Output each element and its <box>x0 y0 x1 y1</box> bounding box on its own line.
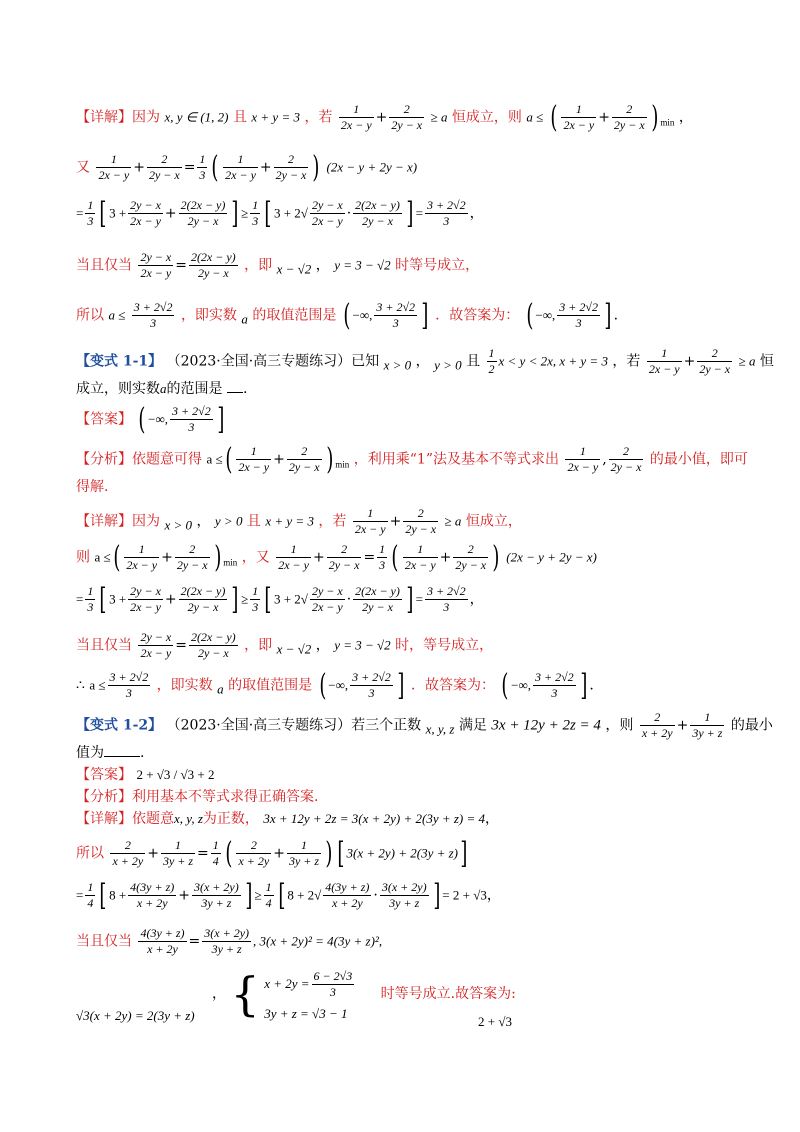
and-text: 且 <box>466 353 481 370</box>
satisfy-text: 满足 <box>458 717 487 734</box>
hold-text: 恒成立，则 <box>451 109 522 126</box>
analysis-end: 的最小值，即可 <box>649 451 748 468</box>
fraction: $\frac{1}{2x - y}$ <box>563 102 595 132</box>
answer-line: 【答案】 ( −∞, $\frac{3 + 2√2}{3}$ ] <box>76 402 225 437</box>
you-text: 又 <box>76 159 90 176</box>
equality-tail: , 3(x + 2y)² = 4(3y + z)², <box>253 933 383 949</box>
variant-tag: 【变式 1-1】 <box>76 353 163 370</box>
if-text: ，若 <box>318 513 347 530</box>
fraction: $\frac{2}{2y - x}$ <box>391 102 423 132</box>
sum-expression: (2x − y + 2y − x) <box>326 159 418 175</box>
question-text: 值为 <box>76 745 104 761</box>
system-block: ， { x + 2y = $\frac{6 - 2√3}{3}$ 3y + z = √3 − 1 时等号成立.故答案为: <box>212 967 516 1021</box>
and-text: 且 <box>232 109 247 126</box>
source-text: （2023·全国·高三专题练习）若三个正数 <box>166 717 422 734</box>
detail-line-2: 又 $\frac{1}{2x - y}$ + $\frac{2}{2y - x}$ = $\frac{1}{3}$ ( $\frac{1}{2x - y}$ + $\frac{2}{2y - x}$ ) (2x − y + 2y − x) <box>76 150 418 185</box>
answer-text: ．故答案为： <box>410 677 495 694</box>
detail-tag: 【详解】因为 <box>76 513 160 530</box>
detail-v12-line-4: 当且仅当 $\frac{4(3y + z)}{x + 2y}$ = $\frac{3(x + 2y)}{3y + z}$ , 3(x + 2y)² = 4(3y + z)², <box>76 926 383 956</box>
vars: x, y, z <box>174 811 203 826</box>
analysis-tag: 【分析】依题意可得 <box>76 451 202 468</box>
equality-text: 当且仅当 <box>76 933 132 950</box>
then-text: ，则 <box>605 717 634 734</box>
cond-y: y > 0 <box>214 513 243 529</box>
var-a: a <box>160 381 167 396</box>
system-eq-2: 3y + z = √3 − 1 <box>264 1006 348 1021</box>
fraction: $\frac{1}{2x - y}$ <box>340 102 372 132</box>
detail-v12-line-1 <box>76 808 499 828</box>
therefore-symbol: ∴ <box>76 677 85 694</box>
answer-text: ．故答案为： <box>435 307 520 324</box>
y-value: y = 3 − √2 <box>334 257 391 273</box>
domain-condition: x, y ∈ (1, 2) <box>164 109 229 125</box>
inequality: ≥ a <box>738 353 756 369</box>
detail-line-5: 所以 a ≤ $\frac{3 + 2√2}{3}$ ，即实数 $_a$ 的取值范围是 ( −∞, $\frac{3 + 2√2}{3}$ ] ．故答案为： ( −∞, $\frac{3 + 2√2}{3}$ ] . <box>76 298 619 333</box>
source-text: （2023·全国·高三专题练习）已知 <box>166 353 380 370</box>
detail-v11-line-1: 【详解】因为 $_{x > 0}$ ， y > 0 且 x + y = 3 ，若 $\frac{1}{2x - y}$ + $\frac{2}{2y - x}$ ≥ a 恒成立， <box>76 506 522 536</box>
sum-condition: x + y = 3 <box>251 109 300 125</box>
hold-text: 恒成立， <box>465 513 522 530</box>
detail-line-3: = $\frac{1}{3}$ [ 3 + $\frac{2y - x}{2x - y}$ + $\frac{2(2x - y)}{2y - x}$ ] ≥ $\frac{1}{3}$ [ 3 + 2√ $\frac{2y - x}{2x - y}$ · $\frac{2(2x - y)}{2y - x}$ ] = $\frac{3 + 2√2}{3}$ ， <box>76 196 484 231</box>
var-a: a <box>241 311 248 327</box>
you-text: ，又 <box>241 549 270 566</box>
answer-tag: 【答案】 <box>76 767 132 783</box>
variant-1-1-line-1: 【变式 1-1】 （2023·全国·高三专题练习）已知 $_{x > 0}$ ， $_{y > 0}$ 且 $\frac{1}{2}$ x < y < 2x, x + y = 3 ，若 $\frac{1}{2x - y}$ + $\frac{2}{2y - x}$ ≥ a 恒 <box>76 346 774 376</box>
cond-y: y > 0 <box>434 357 462 373</box>
namely-text: ，即 <box>244 257 273 274</box>
result: = 2 + √3 <box>442 887 487 903</box>
range-text: ，即实数 <box>156 677 213 694</box>
analysis-text: 【分析】利用基本不等式求得正确答案. <box>76 789 319 805</box>
constant-text: 恒 <box>759 353 774 370</box>
detail-v12-line-3: = $\frac{1}{4}$ [ 8 + $\frac{4(3y + z)}{x + 2y}$ + $\frac{3(x + 2y)}{3y + z}$ ] ≥ $\frac{1}{4}$ [ 8 + 2√ $\frac{4(3y + z)}{x + 2y}$ · $\frac{3(x + 2y)}{3y + z}$ ] = 2 + √3， <box>76 878 501 913</box>
period: . <box>589 677 594 694</box>
analysis-mid: ，利用乘“1”法及基本不等式求出 <box>353 451 559 468</box>
sum-condition: x + y = 3 <box>265 513 314 529</box>
answer-tag: 【答案】 <box>76 411 132 428</box>
x-value: x − √2 <box>276 261 312 277</box>
range-text-2: 的取值范围是 <box>252 307 337 324</box>
so-text: 所以 <box>76 307 104 324</box>
analysis-line: 【分析】依题意可得 a ≤( $\frac{1}{2x - y}$ + $\frac{2}{2y - x}$ ) $_{min}$ ，利用乘“1”法及基本不等式求出 $\frac{1}{2x - y}$ , $\frac{2}{2y - x}$ 的最小值，即可 <box>76 442 748 477</box>
and-text: 且 <box>246 513 261 530</box>
inequality: ≥ a <box>444 513 462 529</box>
constraint-expand: 3x + 12y + 2z = 3(x + 2y) + 2(3y + z) = 4 <box>263 811 486 826</box>
a-bound: a ≤ <box>108 307 126 323</box>
constraint: 3x + 12y + 2z = 4 <box>491 717 601 734</box>
variant-1-2-line-1: 【变式 1-2】 （2023·全国·高三专题练习）若三个正数 $_{x, y, z}$ 满足 3x + 12y + 2z = 4 ，则 $\frac{2}{x + 2y}$ + $\frac{1}{3y + z}$ 的最小 <box>76 710 773 740</box>
cond-x: x > 0 <box>164 517 192 533</box>
analysis-end-2: 得解. <box>76 479 109 495</box>
if-text: ，若 <box>612 353 641 370</box>
detail-v12-line-6 <box>76 1008 195 1024</box>
period: . <box>613 307 619 324</box>
y-value: y = 3 − √2 <box>334 637 391 653</box>
equality-text: 当且仅当 <box>76 637 132 654</box>
variant-tag: 【变式 1-2】 <box>76 717 163 734</box>
equality-end: 时，等号成立， <box>395 637 494 654</box>
min-text: 的最小 <box>730 717 773 734</box>
inequality: ≥ a <box>430 109 448 125</box>
cond-x: x > 0 <box>383 357 412 373</box>
detail-v11-line-3: = $\frac{1}{3}$ [ 3 + $\frac{2y - x}{2x - y}$ + $\frac{2(2x - y)}{2y - x}$ ] ≥ $\frac{1}{3}$ [ 3 + 2√ $\frac{2y - x}{2x - y}$ · $\frac{2(2x - y)}{2y - x}$ ] = $\frac{3 + 2√2}{3}$ ， <box>76 582 484 617</box>
detail-v11-line-4: 当且仅当 $\frac{2y - x}{2x - y}$ = $\frac{2(2x - y)}{2y - x}$ ，即 $_{x - √2}$ ， y = 3 − √2 时，等号成立， <box>76 630 494 660</box>
detail-v11-line-5: ∴ a ≤ $\frac{3 + 2√2}{3}$ ，即实数 $_a$ 的取值范围是 ( −∞, $\frac{3 + 2√2}{3}$ ] ．故答案为： ( −∞, $\frac{3 + 2√2}{3}$ ] . <box>76 668 594 703</box>
equation-left: √3(x + 2y) = 2(3y + z) <box>76 1008 195 1023</box>
cond-chain: x < y < 2x, x + y = 3 <box>498 353 608 369</box>
answer-value: 2 + √3 / √3 + 2 <box>136 767 215 782</box>
var-a: a <box>217 681 224 697</box>
a-bound: a ≤ <box>526 109 544 125</box>
detail-tag: 【详解】因为 <box>76 109 160 126</box>
answer-line-2 <box>76 764 215 784</box>
positive-text: 为正数， <box>202 811 259 827</box>
if-text: ，若 <box>304 109 333 126</box>
equality-text: 当且仅当 <box>76 257 132 274</box>
range-text: ，即实数 <box>180 307 237 324</box>
equality-end: 时等号成立， <box>395 257 480 274</box>
comma: ， <box>485 811 500 827</box>
variant-1-1-line-2: 成立，则实数a的范围是 . <box>76 381 248 397</box>
then-text: 则 <box>76 549 90 566</box>
comma: ， <box>678 109 693 126</box>
so-text: 所以 <box>76 845 104 862</box>
result-numerator: 3 + 2√2 <box>426 198 466 212</box>
vars: x, y, z <box>425 721 455 737</box>
detail-line-4: 当且仅当 $\frac{2y - x}{2x - y}$ = $\frac{2(2x - y)}{2y - x}$ ，即 $_{x - √2}$ ， y = 3 − √2 时等号成立， <box>76 250 480 280</box>
analysis-line-2 <box>76 476 108 496</box>
detail-v12-line-2: 所以 $\frac{2}{x + 2y}$ + $\frac{1}{3y + z}$ = $\frac{1}{4}$ ( $\frac{2}{x + 2y}$ + $\frac{1}{3y + z}$ ) [ 3(x + 2y) + 2(3y + z)] <box>76 836 468 871</box>
question-end: 的范围是 <box>166 381 223 397</box>
analysis-line-v12 <box>76 786 318 806</box>
final-answer <box>478 1014 512 1030</box>
namely-text: ，即 <box>244 637 273 654</box>
fraction: $\frac{2}{2y - x}$ <box>613 102 645 132</box>
detail-v11-line-2: 则 a ≤( $\frac{1}{2x - y}$ + $\frac{2}{2y - x}$ ) $_{min}$ ，又 $\frac{1}{2x - y}$ + $\frac{2}{2y - x}$ = $\frac{1}{3}$ ( $\frac{1}{2x - y}$ + $\frac{2}{2y - x}$ ) (2x − y + 2y − x) <box>76 540 597 575</box>
answer-blank <box>227 380 243 393</box>
system-eq-1: x + 2y = <box>264 976 310 991</box>
final-answer-value: 2 + √3 <box>478 1014 512 1029</box>
answer-blank <box>104 744 140 757</box>
x-value: x − √2 <box>276 641 312 657</box>
range-text-2: 的取值范围是 <box>228 677 313 694</box>
variant-1-2-line-2: 值为 . <box>76 745 145 761</box>
final-text: 时等号成立.故答案为: <box>380 986 516 1002</box>
detail-line-1: 【详解】因为 x, y ∈ (1, 2) 且 x + y = 3 ，若 $\frac{1}{2x - y}$ + $\frac{2}{2y - x}$ ≥ a 恒成立，则 a ≤ ( $\frac{1}{2x - y}$ + $\frac{2}{2y - x}$ ) $_{min}$ ， <box>76 100 693 135</box>
min-sub: min <box>660 117 675 128</box>
detail-tag: 【详解】依题意 <box>76 811 174 827</box>
question-text: 成立，则实数 <box>76 381 160 397</box>
